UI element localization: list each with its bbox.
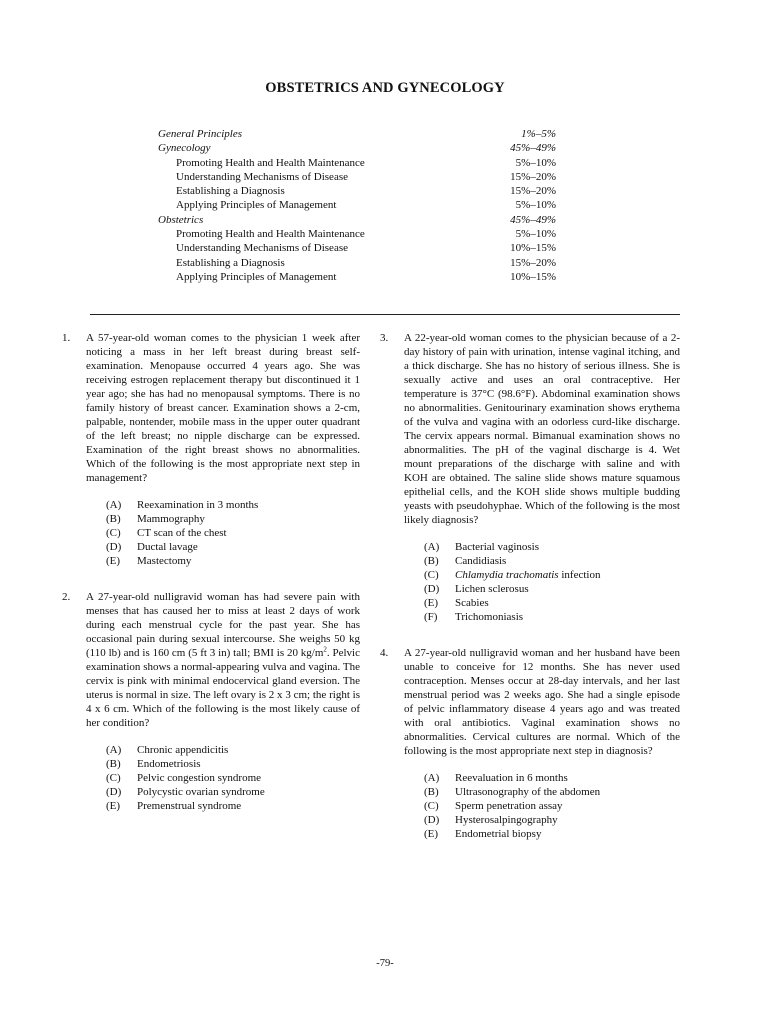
page-title: OBSTETRICS AND GYNECOLOGY: [265, 80, 505, 96]
answer-choice[interactable]: [106, 757, 360, 771]
question-number: 3.: [380, 332, 389, 344]
question-1: [62, 331, 360, 568]
blueprint-label: Obstetrics: [158, 213, 204, 226]
answer-choices: [86, 498, 360, 568]
blueprint-row: [158, 156, 556, 170]
answer-choice[interactable]: [106, 785, 360, 799]
blueprint-label: General Principles: [158, 128, 243, 140]
blueprint-percentage: 5%–10%: [515, 199, 556, 212]
question-number: 1.: [62, 332, 71, 344]
stem-text: A 27-year-old nulligravid woman has had severe pain with menses that has caused her to miss at least 2 days of work during each menstrual cycle for the past year. She has occasional pain during sexual intercourse. She weighs 50 kg (110 lb) and is 160 cm (5 ft 3 in) tall; BMI is 20 kg/m: [86, 591, 360, 659]
blueprint-percentage: 15%–20%: [510, 185, 556, 198]
choice-text: Hysterosalpingography: [455, 814, 558, 826]
question-4: [380, 646, 680, 841]
choice-text: [455, 568, 600, 582]
blueprint-row: [158, 256, 556, 270]
organism-name: Chlamydia trachomatis: [455, 569, 559, 581]
answer-choice[interactable]: [424, 785, 680, 799]
answer-choice[interactable]: [106, 771, 360, 785]
blueprint-label: Promoting Health and Health Maintenance: [176, 228, 365, 241]
answer-choice[interactable]: [106, 526, 360, 540]
choice-text: Premenstrual syndrome: [137, 800, 242, 812]
choice-text: Bacterial vaginosis: [455, 541, 540, 553]
answer-choice[interactable]: [106, 512, 360, 526]
choice-letter: (E): [106, 800, 121, 812]
answer-choice[interactable]: [424, 813, 680, 827]
choice-text: Ultrasonography of the abdomen: [455, 786, 601, 798]
answer-choice[interactable]: [424, 610, 680, 624]
blueprint-percentage: 5%–10%: [515, 156, 556, 169]
blueprint-percentage: 1%–5%: [521, 128, 556, 140]
blueprint-percentage: 15%–20%: [510, 256, 556, 269]
blueprint-label: Applying Principles of Management: [176, 270, 337, 283]
choice-text: Chronic appendicitis: [137, 744, 229, 756]
choice-letter: (A): [424, 541, 440, 553]
answer-choice[interactable]: [424, 582, 680, 596]
choice-letter: (E): [424, 597, 439, 609]
choice-text: Reexamination in 3 months: [137, 499, 259, 511]
blueprint-percentage: 10%–15%: [510, 242, 556, 255]
choice-text: Pelvic congestion syndrome: [137, 772, 262, 784]
choice-text: Lichen sclerosus: [455, 583, 529, 595]
choice-text: Mammography: [137, 513, 205, 525]
answer-choice[interactable]: [424, 596, 680, 610]
question-stem: A 27-year-old nulligravid woman and her husband have been unable to conceive for 12 months. She has never used contraception. Menses occur at 28-day intervals, and her last menstrual period was 2 weeks ago. She had a single episode of pelvic inflammatory disease 4 years ago and was treated with oral antibiotics. Vaginal examination shows no abnormalities. Cervical cultures are normal. Which of the following is the most appropriate next step in diagnosis?: [404, 647, 680, 757]
answer-choice[interactable]: [106, 743, 360, 757]
blueprint-label: Gynecology: [158, 142, 211, 155]
answer-choice[interactable]: [424, 799, 680, 813]
answer-choice[interactable]: [106, 498, 360, 512]
left-column: [62, 331, 360, 813]
choice-letter: (D): [424, 814, 440, 826]
blueprint-row: [158, 241, 556, 255]
choice-letter: (C): [424, 800, 439, 812]
blueprint-percentage: 45%–49%: [510, 142, 556, 155]
question-3: [380, 331, 680, 624]
choice-text: CT scan of the chest: [137, 527, 227, 539]
choice-text: Polycystic ovarian syndrome: [137, 786, 265, 798]
question-stem: [86, 590, 360, 730]
choice-letter: (B): [106, 513, 121, 525]
blueprint-row: [158, 170, 556, 184]
answer-choice[interactable]: [106, 540, 360, 554]
choice-text: Scabies: [455, 597, 489, 609]
choice-text: Candidiasis: [455, 555, 507, 567]
blueprint-row: [158, 213, 556, 227]
choice-letter: (B): [424, 786, 439, 798]
answer-choices: [404, 771, 680, 841]
blueprint-row: [158, 141, 556, 155]
question-stem: A 22-year-old woman comes to the physician because of a 2-day history of pain with urination, intense vaginal itching, and a thick discharge. She has no history of serious illness. She is sexually active and uses an oral contraceptive. Her temperature is 37°C (98.6°F). Abdominal examination shows no abnormalities. Genitourinary examination shows erythema of the vulva and vagina with an odorless curd-like discharge. The cervix appears normal. Bimanual examination shows no abnormalities. The pH of the vaginal discharge is 4. Wet mount preparations of the discharge with saline and with KOH are obtained. The saline slide shows mature squamous epithelial cells, and the KOH slide shows multiple budding yeasts with pseudohyphae. Which of the following is the most likely diagnosis?: [404, 332, 680, 526]
question-2: [62, 590, 360, 813]
choice-letter: (D): [106, 786, 122, 798]
choice-letter: (C): [106, 772, 121, 784]
right-column: [380, 331, 680, 841]
blueprint-percentage: 45%–49%: [510, 213, 556, 226]
blueprint-percentage: 5%–10%: [515, 228, 556, 241]
choice-text: Trichomoniasis: [455, 611, 524, 623]
answer-choice[interactable]: [424, 827, 680, 841]
choice-letter: (D): [424, 583, 440, 595]
choice-letter: (F): [424, 611, 438, 623]
question-number: 2.: [62, 591, 71, 603]
blueprint-percentage: 10%–15%: [510, 270, 556, 283]
choice-letter: (A): [106, 499, 122, 511]
choice-text-suffix: infection: [558, 569, 601, 581]
answer-choice[interactable]: [424, 771, 680, 785]
choice-letter: (C): [424, 569, 439, 581]
page-number: -79-: [376, 958, 394, 969]
choice-letter: (A): [424, 772, 440, 784]
blueprint-label: Understanding Mechanisms of Disease: [176, 242, 348, 255]
choice-letter: (C): [106, 527, 121, 539]
choice-letter: (D): [106, 541, 122, 553]
choice-letter: (E): [106, 555, 121, 567]
choice-text: Sperm penetration assay: [455, 800, 563, 812]
choice-letter: (B): [424, 555, 439, 567]
blueprint-label: Applying Principles of Management: [176, 199, 337, 212]
blueprint-label: Promoting Health and Health Maintenance: [176, 156, 365, 169]
choice-text: Ductal lavage: [137, 541, 198, 553]
answer-choices: [86, 743, 360, 813]
choice-letter: (B): [106, 758, 121, 770]
answer-choice[interactable]: [106, 554, 360, 568]
choice-text: Reevaluation in 6 months: [455, 772, 568, 784]
content-blueprint: [158, 127, 556, 284]
blueprint-label: Establishing a Diagnosis: [176, 185, 285, 198]
blueprint-label: Establishing a Diagnosis: [176, 256, 285, 269]
blueprint-label: Understanding Mechanisms of Disease: [176, 170, 348, 183]
superscript: 2: [323, 645, 327, 654]
choice-text: Mastectomy: [137, 555, 192, 567]
answer-choice[interactable]: [424, 568, 680, 582]
blueprint-row: [158, 198, 556, 212]
answer-choice[interactable]: [424, 540, 680, 554]
answer-choice[interactable]: [424, 554, 680, 568]
blueprint-row: [158, 227, 556, 241]
blueprint-percentage: 15%–20%: [510, 170, 556, 183]
section-divider: [90, 314, 680, 315]
choice-text: Endometrial biopsy: [455, 828, 542, 840]
choice-letter: (A): [106, 744, 122, 756]
blueprint-row: [158, 184, 556, 198]
answer-choices: [404, 540, 680, 624]
answer-choice[interactable]: [106, 799, 360, 813]
choice-text: Endometriosis: [137, 758, 201, 770]
blueprint-row: [158, 127, 556, 141]
stem-text: . Pelvic examination shows a normal-appearing vulva and vagina. The cervix is pink with minimal endocervical gland eversion. The uterus is normal in size. The left ovary is 2 x 3 cm; the right is 4 x 6 cm. Which of the following is the most likely cause of her condition?: [86, 647, 360, 729]
blueprint-row: [158, 270, 556, 284]
question-number: 4.: [380, 647, 389, 659]
choice-letter: (E): [424, 828, 439, 840]
question-stem: A 57-year-old woman comes to the physician 1 week after noticing a mass in her left breast during breast self-examination. Menopause occurred 4 years ago. She was receiving estrogen replacement therapy but discontinued it 1 year ago; she has had no menopausal symptoms. There is no family history of breast cancer. Examination shows a 2-cm, palpable, nontender, mobile mass in the upper outer quadrant of the left breast; no nipple discharge can be expressed. Examination of the right breast shows no abnormalities. Which of the following is the most appropriate next step in management?: [86, 332, 360, 484]
